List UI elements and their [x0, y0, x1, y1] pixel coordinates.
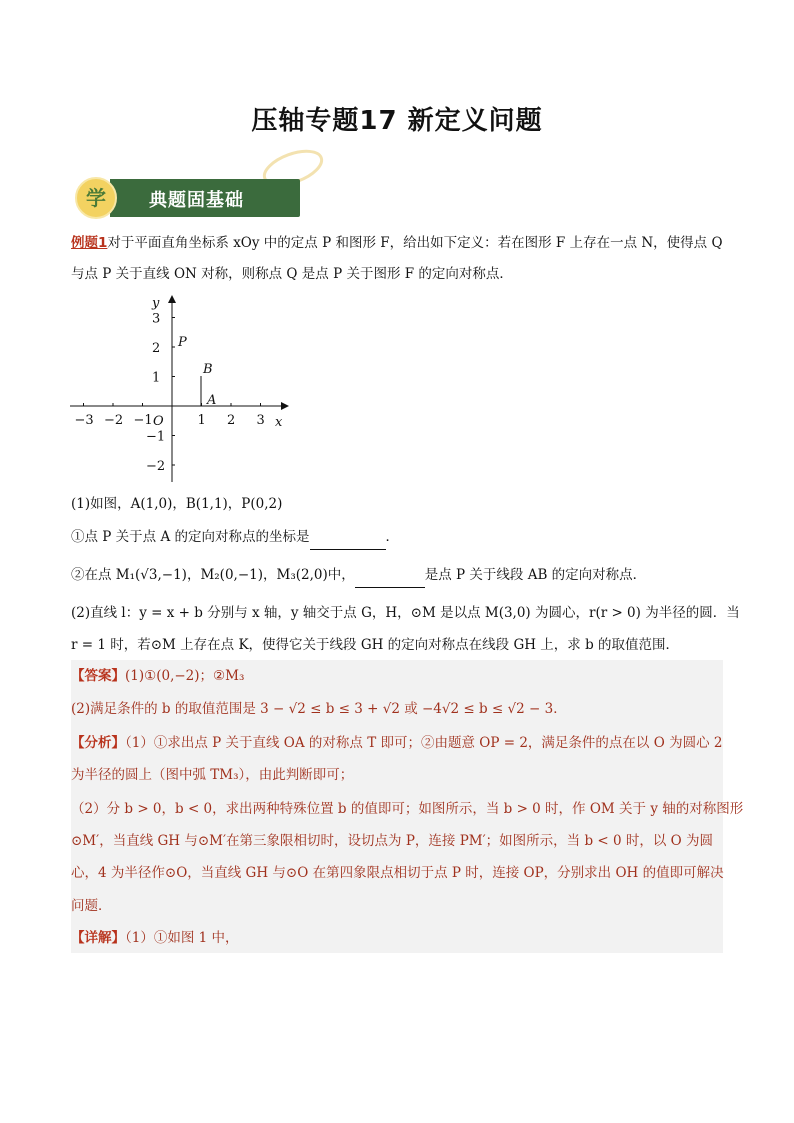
- q1-part2: ②在点 M₁(√3,−1)，M₂(0,−1)，M₃(2,0)中， 是点 P 关于线段 AB 的定向对称点．: [71, 563, 723, 588]
- analysis-line-2: 为半径的圆上（图中弧 TM₃），由此判断即可；: [71, 767, 354, 783]
- q2-line-2: r = 1 时，若⊙M 上存在点 K，使得它关于线段 GH 的定向对称点在线段 GH 上，求 b 的取值范围．: [71, 637, 680, 653]
- example-line-2: 与点 P 关于直线 ON 对称，则称点 Q 是点 P 关于图形 F 的定向对称点．: [71, 266, 513, 282]
- banner-badge: 学: [75, 177, 117, 219]
- answer-line-2: (2)满足条件的 b 的取值范围是 3 − √2 ≤ b ≤ 3 + √2 或 −4√2 ≤ b ≤ √2 − 3．: [71, 701, 567, 717]
- analysis-line-3: （2）分 b > 0，b < 0，求出两种特殊位置 b 的值即可；如图所示，当 b > 0 时，作 OM 关于 y 轴的对称图形: [71, 801, 744, 817]
- page-title: 压轴专题17 新定义问题: [251, 106, 543, 136]
- y-tick-label: 2: [152, 341, 161, 356]
- y-tick-label: 3: [152, 311, 161, 327]
- y-axis-label: y: [152, 296, 160, 311]
- point-label-p: P: [178, 335, 187, 350]
- example-tag: 例题1: [71, 235, 108, 251]
- x-tick-label: −1: [133, 413, 153, 428]
- x-tick-label: 1: [197, 413, 206, 428]
- point-label-a: A: [207, 393, 217, 408]
- q1-intro: (1)如图，A(1,0)，B(1,1)，P(0,2): [71, 496, 283, 512]
- analysis-line-4: ⊙M′，当直线 GH 与⊙M′在第三象限相切时，设切点为 P，连接 PM′；如图所示，当 b < 0 时，以 O 为圆: [71, 833, 714, 849]
- detail-line-1: 【详解】（1）①如图 1 中，: [71, 930, 239, 946]
- detail-tag: 【详解】: [71, 930, 125, 946]
- example-line-1: 例题1对于平面直角坐标系 xOy 中的定点 P 和图形 F，给出如下定义：若在图形 F 上存在一点 N，使得点 Q: [71, 235, 723, 251]
- point-label-b: B: [203, 362, 213, 377]
- x-tick-label: −2: [104, 413, 124, 428]
- y-tick-label: 1: [152, 370, 161, 386]
- q1-part1: ①点 P 关于点 A 的定向对称点的坐标是 ．: [71, 525, 723, 550]
- analysis-line-1: 【分析】（1）①求出点 P 关于直线 OA 的对称点 T 即可；②由题意 OP = 2，满足条件的点在以 O 为圆心 2: [71, 735, 723, 751]
- analysis-line-5: 心，4 为半径作⊙O，当直线 GH 与⊙O 在第四象限点相切于点 P 时，连接 OP，分别求出 OH 的值即可解决: [71, 865, 724, 881]
- analysis-line-6: 问题．: [71, 898, 112, 914]
- answer-blank-1[interactable]: [310, 525, 386, 550]
- x-axis-label: x: [275, 415, 283, 430]
- section-banner: [75, 177, 301, 219]
- x-tick-label: 2: [227, 413, 236, 428]
- analysis-tag: 【分析】: [71, 735, 125, 751]
- answer-line-1: 【答案】(1)①(0,−2)；②M₃: [71, 668, 245, 684]
- q2-line-1: (2)直线 l：y = x + b 分别与 x 轴，y 轴交于点 G，H，⊙M 是以点 M(3,0) 为圆心，r(r > 0) 为半径的圆．当: [71, 605, 740, 621]
- coordinate-graph: [66, 290, 296, 490]
- y-tick-label: −1: [146, 429, 166, 445]
- banner-label: 典题固基础: [149, 190, 244, 211]
- x-tick-label: −3: [74, 413, 94, 428]
- answer-blank-2[interactable]: [355, 563, 425, 588]
- x-tick-label: 3: [256, 413, 265, 428]
- origin-label: O: [153, 414, 164, 429]
- y-tick-label: −2: [146, 459, 166, 474]
- answer-tag: 【答案】: [71, 668, 125, 684]
